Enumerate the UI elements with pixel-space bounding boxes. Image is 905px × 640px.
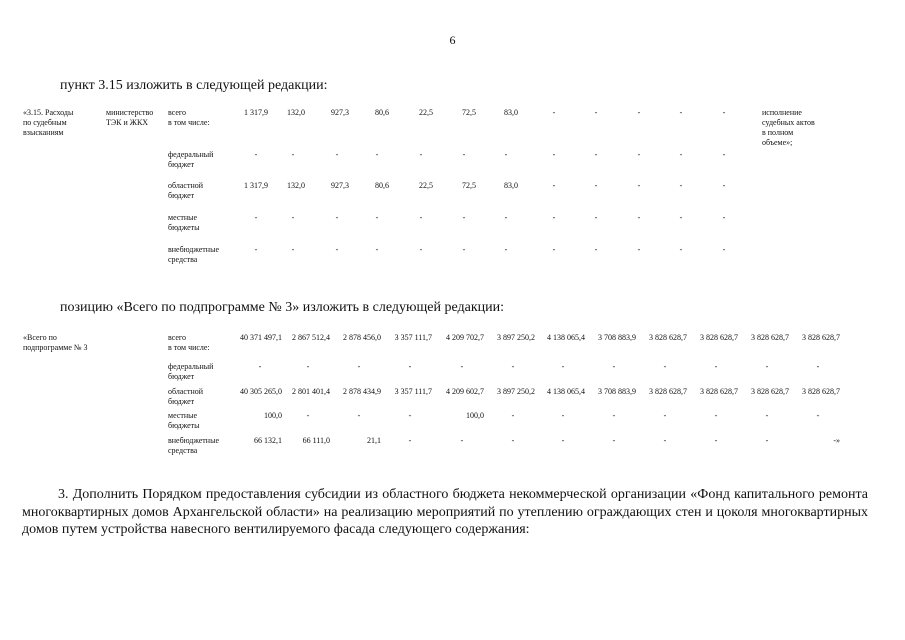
value-cell: -: [561, 411, 565, 420]
value-cell: -: [511, 436, 515, 445]
source-label: федеральный: [168, 150, 214, 159]
value-cell: -: [594, 213, 598, 222]
value-cell: 4 138 065,4: [547, 333, 585, 342]
row-name: по судебным: [23, 118, 67, 127]
row-name: «Всего по: [23, 333, 57, 342]
value-cell: -: [612, 436, 616, 445]
source-label: федеральный: [168, 362, 214, 371]
value-cell: -: [714, 436, 718, 445]
value-cell: 22,5: [419, 108, 433, 117]
source-label: бюджет: [168, 160, 195, 169]
value-cell: -: [612, 411, 616, 420]
value-cell: -: [816, 411, 820, 420]
value-cell: 4 138 065,4: [547, 387, 585, 396]
source-label: областной: [168, 181, 204, 190]
value-cell: -: [254, 150, 258, 159]
value-cell: 40 371 497,1: [240, 333, 282, 342]
value-cell: -: [594, 150, 598, 159]
value-cell: -: [291, 213, 295, 222]
value-cell: 2 801 401,4: [292, 387, 330, 396]
value-cell: 3 828 628,7: [649, 387, 687, 396]
value-cell: 72,5: [462, 108, 476, 117]
row-name: «3.15. Расходы: [23, 108, 74, 117]
value-cell: -: [254, 213, 258, 222]
value-cell: 4 209 602,7: [446, 387, 484, 396]
value-cell: -: [594, 181, 598, 190]
source-label: в том числе:: [168, 118, 210, 127]
value-cell: -: [504, 150, 508, 159]
source-label: бюджет: [168, 372, 195, 381]
value-cell: -: [408, 411, 412, 420]
value-cell: -: [561, 436, 565, 445]
value-cell: 22,5: [419, 181, 433, 190]
value-cell: -: [335, 150, 339, 159]
value-cell: -: [462, 213, 466, 222]
value-cell: -: [460, 362, 464, 371]
value-cell: -: [637, 213, 641, 222]
value-cell: 132,0: [287, 108, 305, 117]
source-label: средства: [168, 446, 198, 455]
result-text: исполнение: [762, 108, 802, 117]
source-label: внебюджетные: [168, 436, 219, 445]
value-cell: 132,0: [287, 181, 305, 190]
value-cell: -: [552, 245, 556, 254]
row-name: взысканиям: [23, 128, 64, 137]
source-label: в том числе:: [168, 343, 210, 352]
value-cell: 3 828 628,7: [802, 333, 840, 342]
value-cell: -: [254, 245, 258, 254]
value-cell: -: [679, 181, 683, 190]
value-cell: -: [561, 362, 565, 371]
value-cell: 3 897 250,2: [497, 333, 535, 342]
source-label: бюджет: [168, 191, 195, 200]
value-cell: 66 132,1: [254, 436, 282, 445]
value-cell: -: [679, 108, 683, 117]
value-cell: -: [552, 213, 556, 222]
value-cell: -: [504, 245, 508, 254]
value-cell: -: [511, 362, 515, 371]
value-cell: 3 828 628,7: [700, 333, 738, 342]
value-cell: 21,1: [367, 436, 381, 445]
value-cell: -: [460, 436, 464, 445]
section2-heading: позицию «Всего по подпрограмме № 3» изложить в следующей редакции:: [60, 300, 505, 315]
value-cell: 83,0: [504, 181, 518, 190]
value-cell: 2 878 434,9: [343, 387, 381, 396]
section1-heading: пункт 3.15 изложить в следующей редакции:: [60, 78, 328, 93]
value-cell: -: [462, 150, 466, 159]
value-cell: 83,0: [504, 108, 518, 117]
value-cell: 3 828 628,7: [751, 387, 789, 396]
result-text: объеме»;: [762, 138, 793, 147]
source-label: местные: [168, 411, 198, 420]
executor-name: министерство: [106, 108, 154, 117]
value-cell: -: [408, 362, 412, 371]
value-cell: 3 708 883,9: [598, 387, 636, 396]
value-cell: 3 828 628,7: [751, 333, 789, 342]
value-cell: -: [663, 436, 667, 445]
value-cell: 2 878 456,0: [343, 333, 381, 342]
value-cell: 40 305 265,0: [240, 387, 282, 396]
source-label: всего: [168, 108, 187, 117]
value-cell: 80,6: [375, 181, 389, 190]
value-cell: -: [552, 150, 556, 159]
value-cell: 927,3: [331, 108, 349, 117]
value-cell: -: [722, 150, 726, 159]
result-text: в полном: [762, 128, 794, 137]
value-cell: -: [722, 108, 726, 117]
value-cell: -: [357, 362, 361, 371]
value-cell: -: [816, 362, 820, 371]
value-cell: -: [679, 245, 683, 254]
value-cell: -: [306, 411, 310, 420]
value-cell: -: [419, 150, 423, 159]
value-cell: -: [375, 213, 379, 222]
result-text: судебных актов: [762, 118, 815, 127]
value-cell: 66 111,0: [302, 436, 330, 445]
value-cell: -: [258, 362, 262, 371]
value-cell: -: [291, 245, 295, 254]
value-cell: -: [335, 213, 339, 222]
source-label: бюджеты: [168, 223, 200, 232]
value-cell: 1 317,9: [244, 108, 268, 117]
value-cell: -: [722, 245, 726, 254]
value-cell: 100,0: [264, 411, 282, 420]
source-label: бюджет: [168, 397, 195, 406]
value-cell: 100,0: [466, 411, 484, 420]
value-cell: -: [306, 362, 310, 371]
value-cell: -: [637, 245, 641, 254]
value-cell: -: [663, 411, 667, 420]
page-number: 6: [449, 33, 456, 47]
value-cell: 3 828 628,7: [649, 333, 687, 342]
value-cell: -: [504, 213, 508, 222]
value-cell: -: [679, 150, 683, 159]
value-cell: 3 828 628,7: [700, 387, 738, 396]
value-cell: -: [462, 245, 466, 254]
source-label: внебюджетные: [168, 245, 219, 254]
value-cell: -: [765, 436, 769, 445]
value-cell: -: [408, 436, 412, 445]
executor-name: ТЭК и ЖКХ: [106, 118, 149, 127]
value-cell: -: [722, 181, 726, 190]
value-cell: 3 357 111,7: [394, 387, 432, 396]
value-cell: -: [714, 362, 718, 371]
value-cell: -: [722, 213, 726, 222]
value-cell: -: [637, 108, 641, 117]
value-cell: -: [765, 411, 769, 420]
value-cell: -: [511, 411, 515, 420]
value-cell: -: [612, 362, 616, 371]
value-cell: 3 708 883,9: [598, 333, 636, 342]
source-label: средства: [168, 255, 198, 264]
value-cell: -: [375, 245, 379, 254]
value-cell: -: [765, 362, 769, 371]
source-label: местные: [168, 213, 198, 222]
source-label: всего: [168, 333, 187, 342]
value-cell: -: [552, 108, 556, 117]
value-cell: -: [637, 150, 641, 159]
value-cell: -: [335, 245, 339, 254]
value-cell: -: [594, 245, 598, 254]
value-cell: 3 828 628,7: [802, 387, 840, 396]
source-label: областной: [168, 387, 204, 396]
value-cell: 2 867 512,4: [292, 333, 330, 342]
value-cell: -: [663, 362, 667, 371]
value-cell: -: [357, 411, 361, 420]
value-cell: 3 897 250,2: [497, 387, 535, 396]
value-cell: -: [552, 181, 556, 190]
value-cell: -: [679, 213, 683, 222]
source-label: бюджеты: [168, 421, 200, 430]
body-paragraph: 3. Дополнить Порядком предоставления субсидии из областного бюджета некоммерческой организации «Фонд капитального ремонта многоквартирных домов Архангельской области» на реализацию мероприятий по утеплению ограждающих стен и цоколя многоквартирных домов путем устройства навесного вентилируемого фасада следующего содержания:: [22, 487, 868, 537]
value-cell: -: [375, 150, 379, 159]
value-cell: 927,3: [331, 181, 349, 190]
value-cell: 72,5: [462, 181, 476, 190]
value-cell: 1 317,9: [244, 181, 268, 190]
row-name: подпрограмме № 3: [23, 343, 88, 352]
value-cell: -: [637, 181, 641, 190]
value-cell: -: [419, 213, 423, 222]
value-cell: -: [291, 150, 295, 159]
value-cell: 80,6: [375, 108, 389, 117]
value-cell: -: [419, 245, 423, 254]
value-cell: 4 209 702,7: [446, 333, 484, 342]
value-cell: -»: [833, 436, 840, 445]
value-cell: 3 357 111,7: [394, 333, 432, 342]
value-cell: -: [714, 411, 718, 420]
value-cell: -: [594, 108, 598, 117]
